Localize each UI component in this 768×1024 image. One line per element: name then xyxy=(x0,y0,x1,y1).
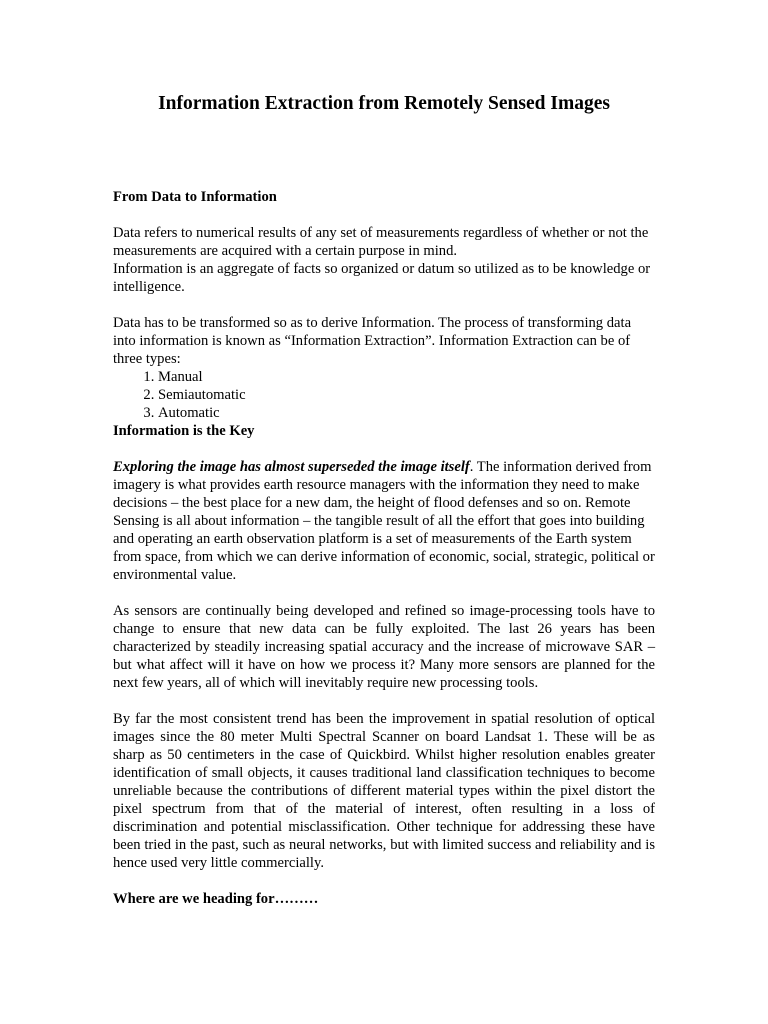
list-item: 2. Semiautomatic xyxy=(158,386,655,404)
emphasis-text: Exploring the image has almost superseded the image itself xyxy=(113,459,470,475)
list-item: 3. Automatic xyxy=(158,404,655,422)
document-body xyxy=(113,188,655,908)
paragraph-text: . The information derived from imagery is what provides earth resource managers with the information they need to make decisions – the best place for a new dam, the height of flood defenses and so on. Remote Sensing is all about information – the tangible result of all the effort that goes into building and operating an earth observation platform is a set of measurements of the Earth system from space, from which we can derive information of economic, social, strategic, political or environmental value. xyxy=(113,459,655,583)
section-heading-where-heading: Where are we heading for……… xyxy=(113,891,319,907)
extraction-types-list xyxy=(113,368,655,422)
paragraph-exploring-image xyxy=(113,458,655,584)
section-heading-information-key: Information is the Key xyxy=(113,423,255,439)
paragraph-information-definition: Information is an aggregate of facts so organized or datum so utilized as to be knowledge or intelligence. xyxy=(113,261,651,295)
section-heading-data-to-information: From Data to Information xyxy=(113,189,277,205)
list-item: 1. Manual xyxy=(158,368,655,386)
document-title: Information Extraction from Remotely Sensed Images xyxy=(158,93,610,114)
paragraph-sensors: As sensors are continually being developed and refined so image-processing tools have to change to ensure that new data can be fully exploited. The last 26 years has been characterized by steadily increasing spatial accuracy and the increase of microwave SAR – but what affect will it have on how we process it? Many more sensors are planned for the next few years, all of which will inevitably require new processing tools. xyxy=(113,603,655,691)
paragraph-information-extraction: Data has to be transformed so as to derive Information. The process of transforming data into information is known as “Information Extraction”. Information Extraction can be of three types: xyxy=(113,315,632,367)
paragraph-data-definition: Data refers to numerical results of any set of measurements regardless of whether or not the measurements are acquired with a certain purpose in mind. xyxy=(113,225,649,259)
paragraph-spatial-resolution: By far the most consistent trend has been the improvement in spatial resolution of optical images since the 80 meter Multi Spectral Scanner on board Landsat 1. These will be as sharp as 50 centimeters in the case of Quickbird. Whilst higher resolution enables greater identification of small objects, it causes traditional land classification techniques to become unreliable because the contributions of different material types within the pixel distort the pixel spectrum from that of the material of interest, often resulting in a loss of discrimination and potential misclassification. Other technique for addressing these have been tried in the past, such as neural networks, but with limited success and reliability and is hence used very little commercially. xyxy=(113,711,655,871)
